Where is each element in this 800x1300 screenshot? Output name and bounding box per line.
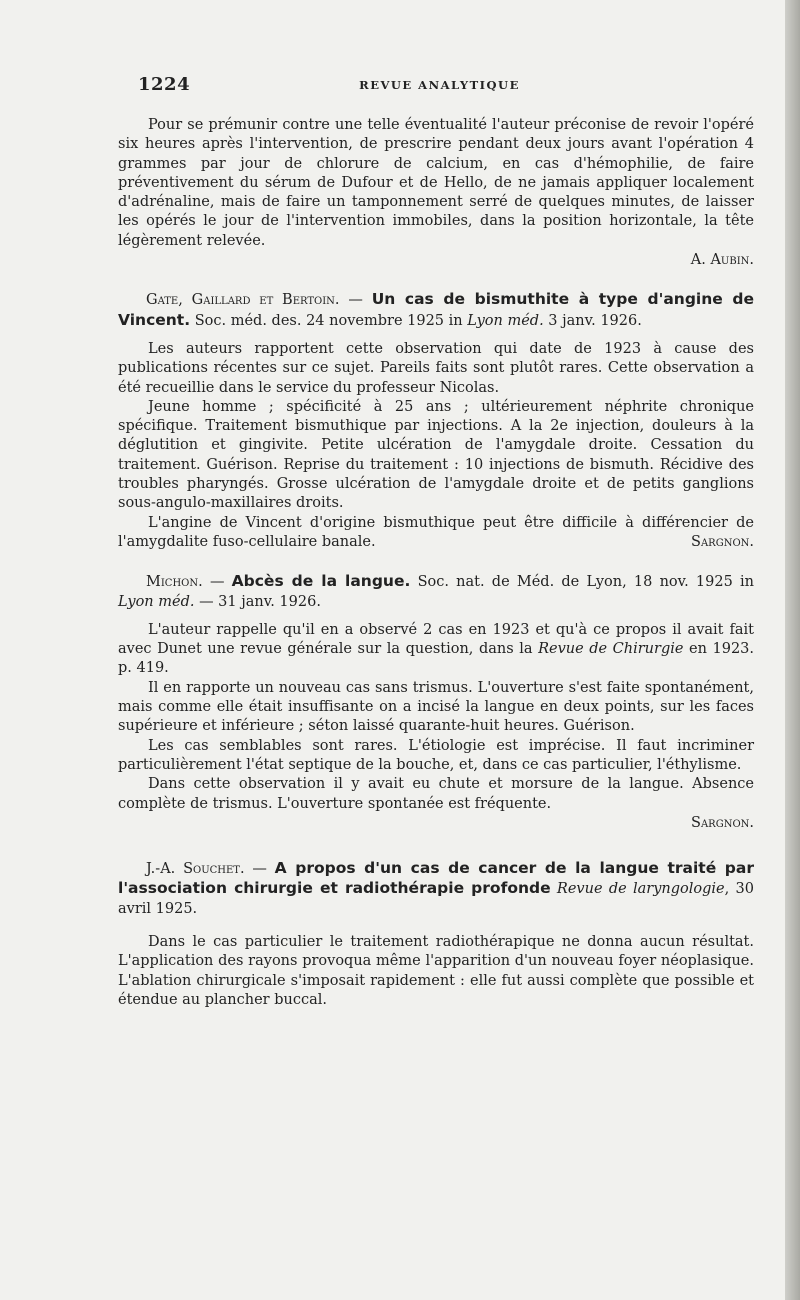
reference-date: — 31 janv. 1926. (194, 593, 321, 610)
article-paragraph: Dans le cas particulier le traitement radiothérapique ne donna aucun résultat. L'application des rayons provoqua même l'apparition d'un nouveau foyer néoplasique. L'ablation chirurgicale s'imposait rapidement : elle fut aussi complète que possible et étendue au plancher buccal. (118, 933, 754, 1008)
reference-source: Soc. méd. des. 24 novembre 1925 in (190, 312, 468, 329)
reference-source: Soc. nat. de Méd. de Lyon, 18 nov. 1925 in (410, 574, 755, 591)
article-signature: Sargnon. (691, 533, 754, 550)
spacer (118, 612, 754, 621)
spacer (118, 919, 754, 933)
article-paragraph: Les cas semblables sont rares. L'étiologie est imprécise. Il faut incriminer particulièrement l'état septique de la bouche, et, dans ce cas particulier, l'éthylisme. (118, 737, 754, 773)
article-authors: Michon. (146, 574, 203, 591)
continued-abstract-text: Pour se prémunir contre une telle éventualité l'auteur préconise de revoir l'opéré six heures après l'intervention, de prescrire pendant deux jours avant l'opération 4 grammes par jour de chlorure de calcium, en cas d'hémophilie, de faire préventivement du sérum de Dufour et de Hello, de ne jamais appliquer localement d'adrénaline, mais de faire un tamponnement serré de quelques minutes, de laisser les opérés le jour de l'intervention immobiles, dans la position horizontale, la tête légèrement relevée. (118, 117, 754, 249)
reference-dash: — (244, 861, 275, 878)
article-paragraph-text: en 1923. p. 419. (118, 641, 755, 677)
page-header (122, 74, 757, 98)
reference-dash: — (339, 292, 372, 309)
reference-dash: — (202, 574, 232, 591)
article-paragraph: Il en rapporte un nouveau cas sans trismus. L'ouverture s'est faite spontanément, mais comme elle était insuffisante on a incisé la langue en deux points, sur les faces supérieure et inférieure ; séton laissé quarante-huit heures. Guérison. (118, 679, 754, 735)
journal-name: Revue de laryngologie (556, 881, 725, 898)
article-reference (118, 290, 754, 331)
article-paragraph: Jeune homme ; spécificité à 25 ans ; ultérieurement néphrite chronique spécifique. Traitement bismuthique par injections. A la 2e injection, douleurs à la déglutition et gingivite. Petite ulcération de l'amygdale droite. Cessation du traitement. Guérison. Reprise du traitement : 10 injections de bismuth. Récidive des troubles pharyngés. Grosse ulcération de l'amygdale droite et de petits ganglions sous-angulo-maxillaires droits. (118, 398, 754, 512)
reference-date: 3 janv. 1926. (543, 312, 642, 329)
spacer (118, 270, 754, 290)
page-body (118, 116, 754, 1010)
spacer (118, 331, 754, 340)
page-edge (785, 0, 800, 1300)
article-paragraph-text: L'auteur rappelle qu'il en a observé 2 cas en 1923 et qu'à ce propos il avait fait avec Dunet une revue générale sur la question, dans la (118, 621, 754, 658)
journal-name: Lyon méd. (467, 312, 544, 329)
article-reference (118, 859, 754, 919)
article-paragraph: Les auteurs rapportent cette observation qui date de 1923 à cause des publications récentes sur ce sujet. Pareils faits sont plutôt rares. Cette observation a été recueillie dans le service du professeur Nicolas. (118, 340, 754, 396)
running-title: REVUE ANALYTIQUE (359, 78, 520, 92)
spacer (118, 833, 754, 859)
page-number: 1224 (138, 74, 191, 95)
article-authors: J.-A. Souchet. (146, 861, 245, 878)
journal-name: Lyon méd. (118, 593, 195, 610)
article-title: Abcès de la langue. (231, 572, 411, 591)
article-paragraph: Dans cette observation il y avait eu chute et morsure de la langue. Absence complète de trismus. L'ouverture spontanée est fréquente. (118, 776, 754, 812)
signature-line (118, 814, 754, 833)
signature-line (118, 251, 754, 270)
article-paragraph-text: L'angine de Vincent d'origine bismuthique peut être difficile à différencier de l'amygdalite fuso-cellulaire banale. (118, 514, 754, 550)
abstract-signature: A. Aubin. (690, 252, 754, 269)
article-reference (118, 572, 754, 612)
article-title: Un cas de bismuthite à type d'angine de Vincent. (118, 290, 754, 329)
article-paragraph (118, 621, 754, 679)
spacer (118, 552, 754, 572)
article-paragraph-with-signature (118, 514, 754, 553)
reference-date: , 30 avril 1925. (118, 881, 754, 917)
journal-name: Revue de Chirurgie (538, 641, 684, 658)
article-authors: Gate, Gaillard et Bertoin. (146, 292, 340, 309)
article-title: A propos d'un cas de cancer de la langue traité par l'association chirurgie et radiothérapie profonde (118, 859, 754, 898)
article-signature: Sargnon. (691, 814, 754, 831)
